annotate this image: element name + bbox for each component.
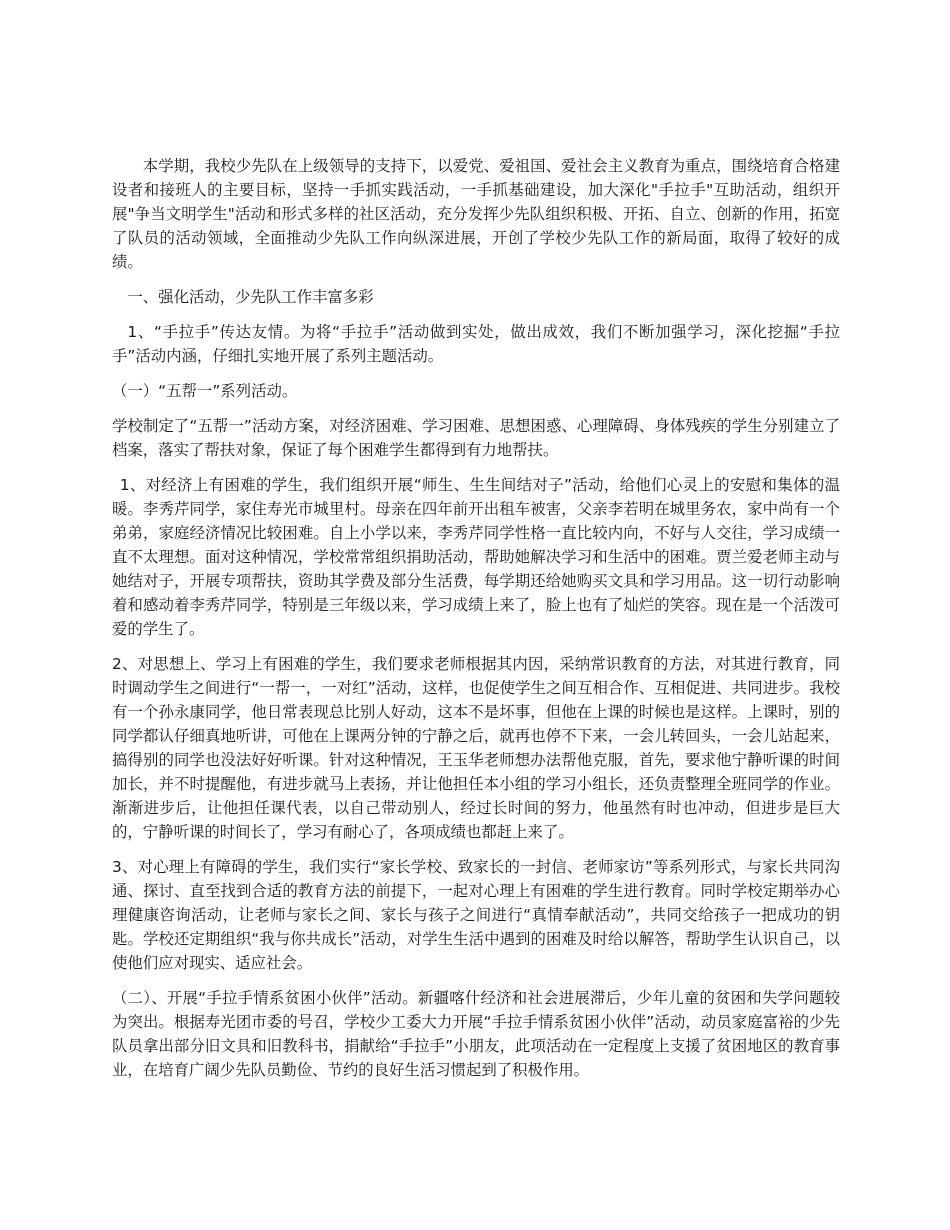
subheading-five-help-one: （一）“五帮一”系列活动。	[112, 382, 298, 400]
document-body	[112, 154, 840, 1093]
section-heading: 一、强化活动，少先队工作丰富多彩	[127, 288, 374, 306]
body-paragraph: 学校制定了“五帮一”活动方案，对经济困难、学习困难、思想困惑、心理障碍、身体残疾的学生分别建立了档案，落实了帮扶对象，保证了每个困难学生都得到有力地帮扶。	[112, 417, 840, 459]
body-paragraph: （二）、开展“手拉手情系贫困小伙伴”活动。新疆喀什经济和社会进展滞后，少年儿童的贫困和失学问题较为突出。根据寿光团市委的号召，学校少工委大力开展“手拉手情系贫困小伙伴”活动，动员家庭富裕的少先队员拿出部分旧文具和旧教科书，捐献给“手拉手”小朋友，此项活动在一定程度上支援了贫困地区的教育事业，在培育广阔少先队员勤俭、节约的良好生活习惯起到了积极作用。	[112, 989, 840, 1079]
body-paragraph: 1、对经济上有困难的学生，我们组织开展“师生、生生间结对子”活动，给他们心灵上的安慰和集体的温暖。李秀芹同学，家住寿光市城里村。母亲在四年前开出租车被害，父亲李若明在城里务农，家中尚有一个弟弟，家庭经济情况比较困难。自上小学以来，李秀芹同学性格一直比较内向，不好与人交往，学习成绩一直不太理想。面对这种情况，学校常常组织捐助活动，帮助她解决学习和生活中的困难。贾兰爱老师主动与她结对子，开展专项帮扶，资助其学费及部分生活费，每学期还给她购买文具和学习用品。这一切行动影响着和感动着李秀芹同学，特别是三年级以来，学习成绩上来了，脸上也有了灿烂的笑容。现在是一个活泼可爱的学生了。	[112, 476, 840, 638]
intro-paragraph: 本学期，我校少先队在上级领导的支持下，以爱党、爱祖国、爱社会主义教育为重点，围绕培育合格建设者和接班人的主要目标，坚持一手抓实践活动，一手抓基础建设，加大深化"手拉手"互助活动，组织开展"争当文明学生"活动和形式多样的社区活动，充分发挥少先队组织积极、开拓、自立、创新的作用，拓宽了队员的活动领域，全面推动少先队工作向纵深进展，开创了学校少先队工作的新局面，取得了较好的成绩。	[112, 157, 840, 271]
body-paragraph: 3、对心理上有障碍的学生，我们实行“家长学校、致家长的一封信、老师家访”等系列形式，与家长共同沟通、探讨、直至找到合适的教育方法的前提下，一起对心理上有困难的学生进行教育。同时学校定期举办心理健康咨询活动，让老师与家长之间、家长与孩子之间进行“真情奉献活动”，共同交给孩子一把成功的钥匙。学校还定期组织“我与你共成长”活动，对学生生活中遇到的困难及时给以解答，帮助学生认识自己，以使他们应对现实、适应社会。	[112, 858, 840, 972]
body-paragraph: 2、对思想上、学习上有困难的学生，我们要求老师根据其内因，采纳常识教育的方法，对其进行教育，同时调动学生之间进行“一帮一，一对红”活动，这样，也促使学生之间互相合作、互相促进、共同进步。我校有一个孙永康同学，他日常表现总比别人好动，这本不是坏事，但他在上课的时候也是这样。上课时，别的同学都认仔细真地听讲，可他在上课两分钟的宁静之后，就再也停不下来，一会儿转回头，一会儿站起来，搞得别的同学也没法好好听课。针对这种情况，王玉华老师想办法帮他克服，首先，要求他宁静听课的时间加长，并不时提醒他，有进步就马上表扬，并让他担任本小组的学习小组长，还负责整理全班同学的作业。渐渐进步后，让他担任课代表，以自己带动别人，经过长时间的努力，他虽然有时也冲动，但进步是巨大的，宁静听课的时间长了，学习有耐心了，各项成绩也都赶上来了。	[112, 655, 840, 841]
subsection-paragraph: 1、“手拉手”传达友情。为将“手拉手”活动做到实处，做出成效，我们不断加强学习，深化挖掘“手拉手”活动内涵，仔细扎实地开展了系列主题活动。	[112, 323, 840, 365]
